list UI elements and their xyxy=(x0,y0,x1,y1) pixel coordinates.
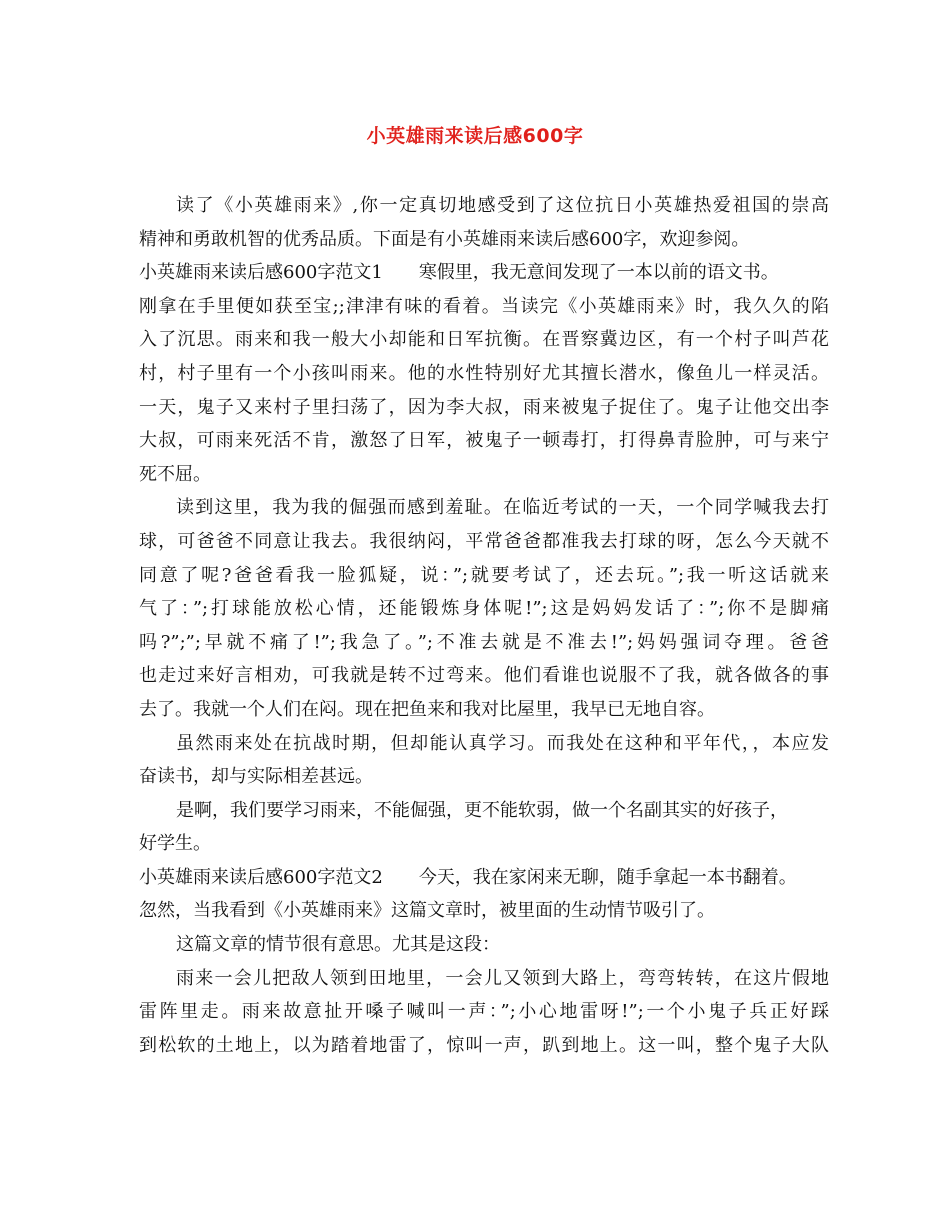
text-line: 奋读书，却与实际相差甚远。 xyxy=(139,766,373,788)
text-line: 虽然雨来处在抗战时期，但却能认真学习。而我处在这种和平年代，，本应发 xyxy=(176,732,829,754)
text-line: 入了沉思。雨来和我一般大小却能和日军抗衡。在晋察冀边区，有一个村子叫芦花 xyxy=(139,329,829,351)
text-line: 到松软的土地上，以为踏着地雷了，惊叫一声，趴到地上。这一叫，整个鬼子大队 xyxy=(139,1034,829,1056)
text-line: 大叔，可雨来死活不肯，激怒了日军，被鬼子一顿毒打，打得鼻青脸肿，可与来宁 xyxy=(139,430,829,452)
text-line: 好学生。 xyxy=(139,833,211,855)
text-line: 雷阵里走。雨来故意扯开嗓子喊叫一声：”;小心地雷呀!”;一个小鬼子兵正好踩 xyxy=(139,1001,829,1023)
text-line: 同意了呢?爸爸看我一脸狐疑，说：”;就要考试了，还去玩。”;我一听这话就来 xyxy=(139,564,829,586)
text-line: 气了：”;打球能放松心情，还能锻炼身体呢!”;这是妈妈发话了：”;你不是脚痛 xyxy=(139,598,829,620)
text-line: 吗?”;”;早就不痛了!”;我急了。”;不准去就是不准去!”;妈妈强词夺理。爸爸 xyxy=(139,631,829,653)
text-line: 一天，鬼子又来村子里扫荡了，因为李大叔，雨来被鬼子捉住了。鬼子让他交出李 xyxy=(139,396,829,418)
line-text: 寒假里，我无意间发现了一本以前的语文书。 xyxy=(418,262,779,284)
line-text: 今天，我在家闲来无聊，随手拿起一本书翻着。 xyxy=(418,866,797,888)
section-heading-line xyxy=(139,861,829,895)
document-title: 小英雄雨来读后感600字 xyxy=(366,125,584,147)
text-line: 村，村子里有一个小孩叫雨来。他的水性特别好尤其擅长潜水，像鱼儿一样灵活。 xyxy=(139,362,829,384)
document-body xyxy=(139,189,829,1062)
text-line: 球，可爸爸不同意让我去。我很纳闷，平常爸爸都准我去打球的呀，怎么今天就不 xyxy=(139,530,829,552)
text-line: 刚拿在手里便如获至宝;;津津有味的看着。当读完《小英雄雨来》时，我久久的陷 xyxy=(139,295,829,317)
text-line: 雨来一会儿把敌人领到田地里，一会儿又领到大路上，弯弯转转，在这片假地 xyxy=(176,967,829,989)
text-line: 是啊，我们要学习雨来，不能倔强，更不能软弱，做一个名副其实的好孩子， xyxy=(176,799,788,821)
text-line: 精神和勇敢机智的优秀品质。下面是有小英雄雨来读后感600字，欢迎参阅。 xyxy=(139,228,750,250)
text-line: 去了。我就一个人们在闷。现在把鱼来和我对比屋里，我早已无地自容。 xyxy=(139,698,715,720)
text-line: 也走过来好言相劝，可我就是转不过弯来。他们看谁也说服不了我，就各做各的事 xyxy=(139,665,829,687)
section-heading: 小英雄雨来读后感600字范文1 xyxy=(139,262,383,284)
text-line: 读到这里，我为我的倔强而感到羞耻。在临近考试的一天，一个同学喊我去打 xyxy=(176,497,829,519)
section-heading: 小英雄雨来读后感600字范文2 xyxy=(139,866,383,888)
section-heading-line xyxy=(139,256,829,290)
text-line: 这篇文章的情节很有意思。尤其是这段： xyxy=(176,934,500,956)
text-line: 死不屈。 xyxy=(139,463,211,485)
text-line: 忽然，当我看到《小英雄雨来》这篇文章时，被里面的生动情节吸引了。 xyxy=(139,900,715,922)
text-line: 读了《小英雄雨来》,你一定真切地感受到了这位抗日小英雄热爱祖国的崇高 xyxy=(176,195,829,216)
